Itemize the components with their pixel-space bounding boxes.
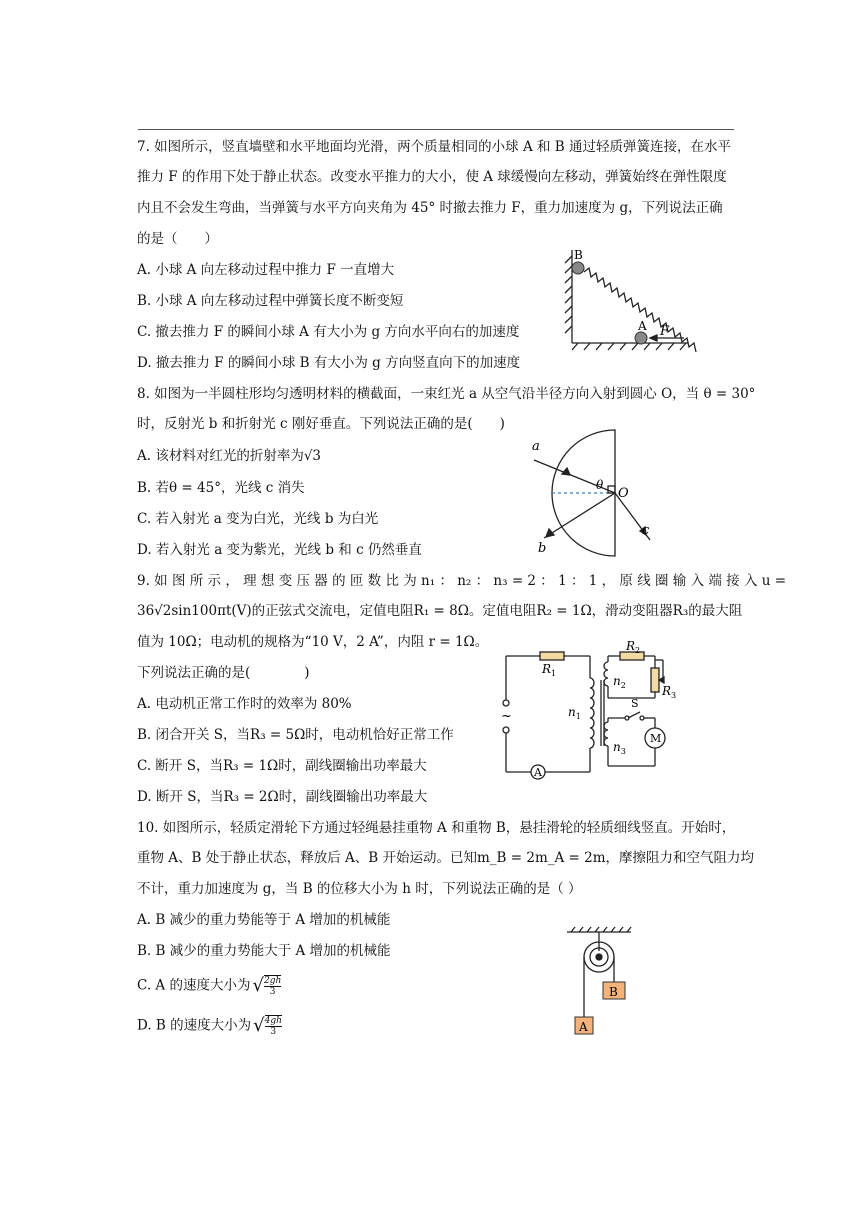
q9-r2-label: $R_2$ [626, 639, 641, 655]
q8-option-b: B. 若θ = 45°，光线 c 消失 [137, 480, 305, 496]
q7-label-f: F [660, 324, 670, 339]
q9-option-a: A. 电动机正常工作时的效率为 80% [137, 696, 352, 712]
q7-stem-line: 内且不会发生弯曲，当弹簧与水平方向夹角为 45° 时撤去推力 F，重力加速度为 g，下列说法正确 [137, 200, 723, 216]
q10-stem-line: 不计，重力加速度为 g，当 B 的位移大小为 h 时，下列说法正确的是（ ） [137, 881, 582, 897]
q10-option-d-prefix: D. B 的速度大小为 [137, 1017, 252, 1034]
q10-option-c-radical: √ $\frac{2gh}{3}$ [252, 975, 282, 997]
q9-motor-label: M [650, 732, 662, 745]
q8-label-theta: θ [596, 478, 604, 492]
q8-option-d: D. 若入射光 a 变为紫光，光线 b 和 c 仍然垂直 [137, 542, 422, 558]
q7-stem-line: 7. 如图所示，竖直墙壁和水平地面均光滑，两个质量相同的小球 A 和 B 通过轻质弹簧连接，在水平 [137, 139, 732, 155]
q9-ac-symbol: ~ [501, 709, 512, 724]
q9-option-c: C. 断开 S，当R₃ = 1Ω时，副线圈输出功率最大 [137, 758, 427, 774]
q10-label-a: A [579, 1020, 588, 1034]
q10-option-a: A. B 减少的重力势能等于 A 增加的机械能 [137, 912, 391, 928]
q7-option-d: D. 撤去推力 F 的瞬间小球 B 有大小为 g 方向竖直向下的加速度 [137, 355, 521, 371]
q8-label-c: c [642, 523, 650, 538]
q8-option-a: A. 该材料对红光的折射率为√3 [137, 448, 322, 464]
q8-label-a: a [532, 439, 540, 454]
q9-switch-label: S [631, 697, 639, 710]
q10-option-d-radical: √ $\frac{4gh}{3}$ [253, 1015, 282, 1037]
q7-figure [560, 248, 690, 358]
q8-label-o: O [618, 486, 629, 501]
q10-option-c [137, 975, 281, 997]
q10-option-d [137, 1015, 282, 1037]
q8-label-b: b [538, 541, 547, 556]
q7-stem-line: 的是（ ） [137, 231, 218, 247]
q9-n3-label: $n_3$ [613, 740, 626, 756]
q9-option-d: D. 断开 S，当R₃ = 2Ω时，副线圈输出功率最大 [137, 789, 428, 805]
q7-stem-line: 推力 F 的作用下处于静止状态。改变水平推力的大小，使 A 球缓慢向左移动，弹簧始终在弹性限度 [137, 169, 727, 185]
q9-n1-label: $n_1$ [568, 705, 581, 721]
q9-n2-label: $n_2$ [613, 674, 626, 690]
q10-label-b: B [609, 985, 618, 999]
q10-option-c-prefix: C. A 的速度大小为 [137, 977, 251, 994]
q9-stem-line: 36√2sin100πt(V)的正弦式交流电，定值电阻R₁ = 8Ω。定值电阻R₂ = 1Ω，滑动变阻器R₃的最大阻 [137, 603, 743, 619]
q9-option-b: B. 闭合开关 S，当R₃ = 5Ω时，电动机恰好正常工作 [137, 727, 454, 743]
header-rule [138, 129, 734, 130]
q10-option-c-numerator: 2gh [263, 976, 282, 986]
q10-option-d-numerator: 4gh [264, 1016, 282, 1026]
q9-r1-label: $R_1$ [542, 662, 557, 678]
q7-label-a: A [638, 319, 647, 333]
q9-r3-label: $R_3$ [662, 684, 677, 700]
q8-option-c: C. 若入射光 a 变为白光，光线 b 为白光 [137, 511, 379, 527]
q9-stem-line: 9. 如 图 所 示 ， 理 想 变 压 器 的 匝 数 比 为 n₁ ： n₂ ： n₃ = 2 ： 1 ： 1 ， 原 线 圈 输 入 端 接 入 u = [137, 573, 787, 589]
q10-stem-line: 10. 如图所示，轻质定滑轮下方通过轻绳悬挂重物 A 和重物 B，悬挂滑轮的轻质细线竖直。开始时， [137, 820, 736, 836]
q10-option-d-denominator: 3 [270, 1027, 277, 1037]
q9-figure [500, 639, 700, 779]
q7-option-b: B. 小球 A 向左移动过程中弹簧长度不断变短 [137, 293, 404, 309]
q8-stem-line: 时，反射光 b 和折射光 c 刚好垂直。下列说法正确的是( ) [137, 416, 505, 432]
q8-figure [522, 428, 672, 558]
q10-option-c-denominator: 3 [269, 987, 276, 997]
q7-option-a: A. 小球 A 向左移动过程中推力 F 一直增大 [137, 262, 395, 278]
q9-stem-line: 值为 10Ω；电动机的规格为“10 V，2 A”，内阻 r = 1Ω。 [137, 634, 489, 650]
q10-stem-line: 重物 A、B 处于静止状态，释放后 A、B 开始运动。已知m_B = 2m_A = 2m，摩擦阻力和空气阻力均 [137, 850, 755, 866]
q7-label-b: B [574, 248, 583, 262]
q10-option-b: B. B 减少的重力势能大于 A 增加的机械能 [137, 943, 391, 959]
q9-ammeter-label: A [534, 766, 542, 779]
q9-stem-line: 下列说法正确的是( ) [137, 665, 310, 681]
q7-option-c: C. 撤去推力 F 的瞬间小球 A 有大小为 g 方向水平向右的加速度 [137, 324, 520, 340]
q8-stem-line: 8. 如图为一半圆柱形均匀透明材料的横截面，一束红光 a 从空气沿半径方向入射到圆心 O，当 θ = 30° [137, 386, 756, 402]
q10-figure [565, 927, 645, 1037]
